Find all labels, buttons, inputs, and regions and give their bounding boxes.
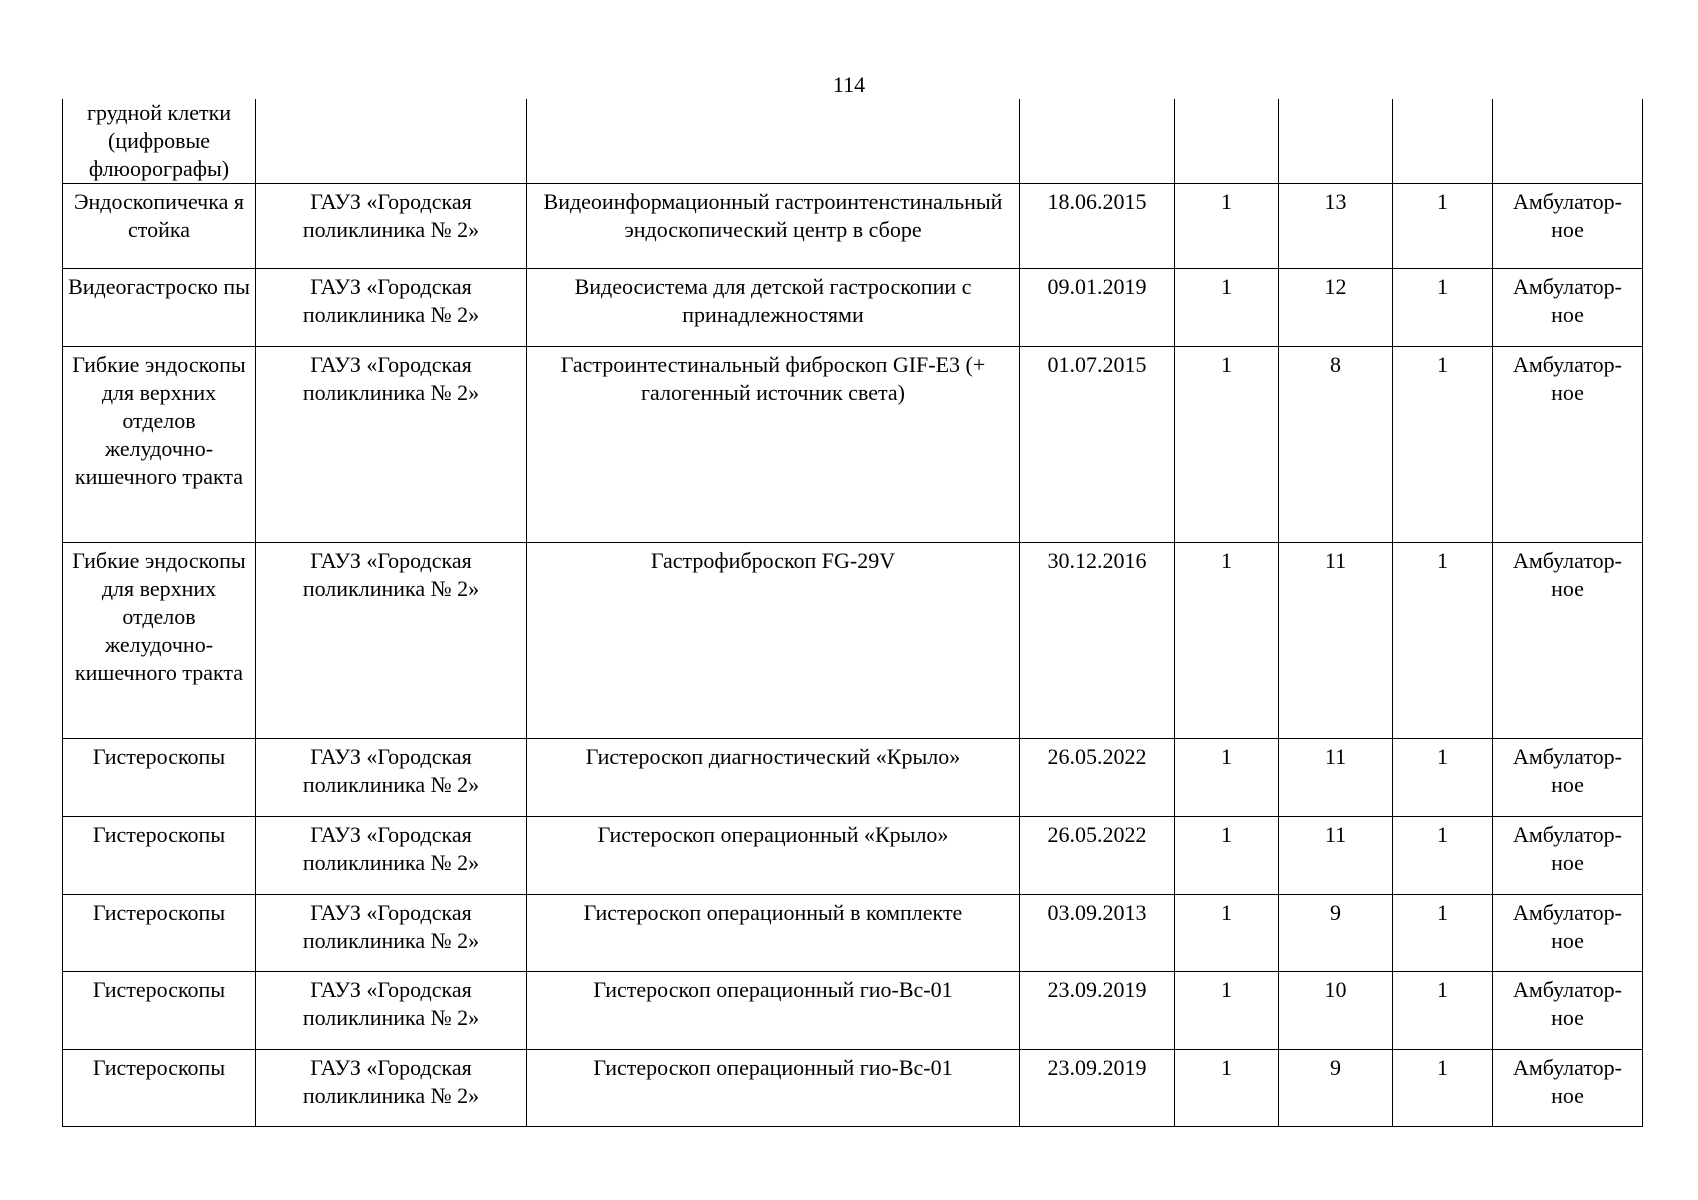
date-cell: 01.07.2015 [1020, 347, 1175, 543]
table-row [63, 347, 1643, 543]
care-type-cell: Амбулатор-ное [1493, 543, 1643, 739]
equipment-name-cell: Гастроинтестинальный фиброскоп GIF-E3 (+ галогенный источник света) [527, 347, 1020, 543]
organization-cell: ГАУЗ «Городская поликлиника № 2» [256, 184, 527, 269]
table-row [63, 817, 1643, 895]
table-row [63, 99, 1643, 184]
care-type-cell: Амбулатор-ное [1493, 972, 1643, 1050]
age-cell: 11 [1279, 543, 1393, 739]
equipment-name-cell: Видеосистема для детской гастроскопии с принадлежностями [527, 269, 1020, 347]
count-cell [1393, 99, 1493, 184]
quantity-cell: 1 [1175, 972, 1279, 1050]
equipment-type-cell: грудной клетки (цифровые флюорографы) [63, 99, 256, 184]
organization-cell: ГАУЗ «Городская поликлиника № 2» [256, 895, 527, 972]
age-cell: 8 [1279, 347, 1393, 543]
equipment-type-cell: Эндоскопичечка я стойка [63, 184, 256, 269]
quantity-cell: 1 [1175, 269, 1279, 347]
care-type-cell: Амбулатор-ное [1493, 739, 1643, 817]
age-cell: 10 [1279, 972, 1393, 1050]
date-cell: 23.09.2019 [1020, 1050, 1175, 1127]
equipment-type-cell: Гистероскопы [63, 817, 256, 895]
age-cell: 11 [1279, 817, 1393, 895]
date-cell: 26.05.2022 [1020, 817, 1175, 895]
care-type-cell: Амбулатор-ное [1493, 817, 1643, 895]
equipment-name-cell: Гистероскоп диагностический «Крыло» [527, 739, 1020, 817]
table-row [63, 739, 1643, 817]
page-number: 114 [832, 72, 866, 97]
organization-cell: ГАУЗ «Городская поликлиника № 2» [256, 1050, 527, 1127]
equipment-name-cell: Гистероскоп операционный гио-Вс-01 [527, 972, 1020, 1050]
quantity-cell: 1 [1175, 817, 1279, 895]
date-cell [1020, 99, 1175, 184]
count-cell: 1 [1393, 972, 1493, 1050]
date-cell: 26.05.2022 [1020, 739, 1175, 817]
count-cell: 1 [1393, 184, 1493, 269]
quantity-cell: 1 [1175, 347, 1279, 543]
quantity-cell [1175, 99, 1279, 184]
table-row [63, 895, 1643, 972]
table-row [63, 184, 1643, 269]
equipment-type-cell: Видеогастроско пы [63, 269, 256, 347]
equipment-name-cell: Гистероскоп операционный «Крыло» [527, 817, 1020, 895]
age-cell: 9 [1279, 895, 1393, 972]
care-type-cell: Амбулатор-ное [1493, 1050, 1643, 1127]
organization-cell: ГАУЗ «Городская поликлиника № 2» [256, 817, 527, 895]
equipment-type-cell: Гистероскопы [63, 972, 256, 1050]
table-row [63, 543, 1643, 739]
equipment-type-cell: Гибкие эндоскопы для верхних отделов желудочно-кишечного тракта [63, 543, 256, 739]
organization-cell: ГАУЗ «Городская поликлиника № 2» [256, 269, 527, 347]
count-cell: 1 [1393, 817, 1493, 895]
equipment-type-cell: Гибкие эндоскопы для верхних отделов желудочно-кишечного тракта [63, 347, 256, 543]
equipment-name-cell: Гастрофиброскоп FG-29V [527, 543, 1020, 739]
count-cell: 1 [1393, 347, 1493, 543]
equipment-name-cell: Гистероскоп операционный в комплекте [527, 895, 1020, 972]
organization-cell: ГАУЗ «Городская поликлиника № 2» [256, 543, 527, 739]
care-type-cell: Амбулатор-ное [1493, 184, 1643, 269]
date-cell: 09.01.2019 [1020, 269, 1175, 347]
date-cell: 23.09.2019 [1020, 972, 1175, 1050]
date-cell: 03.09.2013 [1020, 895, 1175, 972]
quantity-cell: 1 [1175, 895, 1279, 972]
care-type-cell [1493, 99, 1643, 184]
table-row [63, 1050, 1643, 1127]
age-cell: 9 [1279, 1050, 1393, 1127]
date-cell: 30.12.2016 [1020, 543, 1175, 739]
count-cell: 1 [1393, 269, 1493, 347]
age-cell: 13 [1279, 184, 1393, 269]
age-cell: 12 [1279, 269, 1393, 347]
quantity-cell: 1 [1175, 739, 1279, 817]
organization-cell [256, 99, 527, 184]
equipment-name-cell: Гистероскоп операционный гио-Вс-01 [527, 1050, 1020, 1127]
date-cell: 18.06.2015 [1020, 184, 1175, 269]
equipment-table [62, 99, 1643, 1127]
count-cell: 1 [1393, 895, 1493, 972]
equipment-name-cell [527, 99, 1020, 184]
quantity-cell: 1 [1175, 543, 1279, 739]
care-type-cell: Амбулатор-ное [1493, 269, 1643, 347]
equipment-type-cell: Гистероскопы [63, 739, 256, 817]
organization-cell: ГАУЗ «Городская поликлиника № 2» [256, 739, 527, 817]
care-type-cell: Амбулатор-ное [1493, 895, 1643, 972]
age-cell: 11 [1279, 739, 1393, 817]
count-cell: 1 [1393, 739, 1493, 817]
table-row [63, 972, 1643, 1050]
organization-cell: ГАУЗ «Городская поликлиника № 2» [256, 347, 527, 543]
equipment-type-cell: Гистероскопы [63, 1050, 256, 1127]
organization-cell: ГАУЗ «Городская поликлиника № 2» [256, 972, 527, 1050]
age-cell [1279, 99, 1393, 184]
care-type-cell: Амбулатор-ное [1493, 347, 1643, 543]
count-cell: 1 [1393, 1050, 1493, 1127]
equipment-type-cell: Гистероскопы [63, 895, 256, 972]
table-row [63, 269, 1643, 347]
count-cell: 1 [1393, 543, 1493, 739]
equipment-name-cell: Видеоинформационный гастроинтенстинальный эндоскопический центр в сборе [527, 184, 1020, 269]
quantity-cell: 1 [1175, 184, 1279, 269]
quantity-cell: 1 [1175, 1050, 1279, 1127]
